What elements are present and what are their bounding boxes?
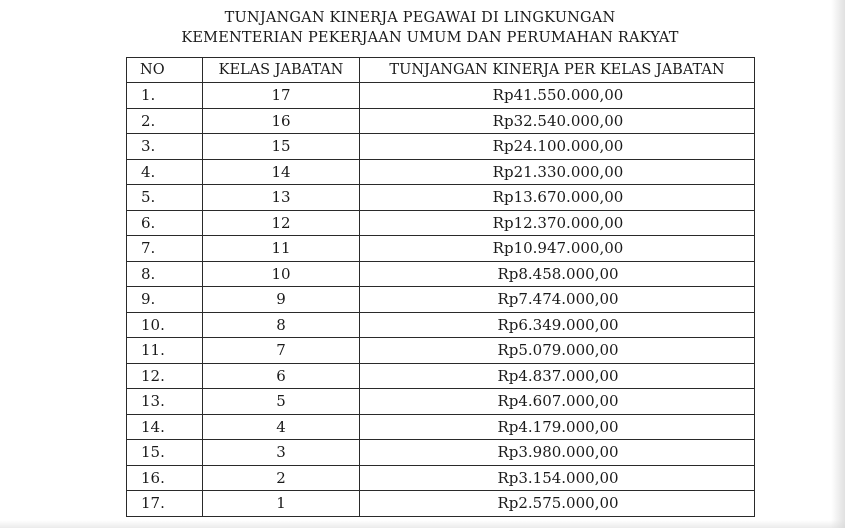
cell-tunjangan: Rp41.550.000,00 xyxy=(360,83,755,109)
table-row xyxy=(127,363,755,389)
cell-tunjangan: Rp8.458.000,00 xyxy=(360,261,755,287)
cell-no: 14. xyxy=(127,414,203,440)
cell-kelas-jabatan: 7 xyxy=(203,338,360,364)
cell-tunjangan: Rp4.837.000,00 xyxy=(360,363,755,389)
table-row xyxy=(127,465,755,491)
document-title-line-2: KEMENTERIAN PEKERJAAN UMUM DAN PERUMAHAN RAKYAT xyxy=(181,30,679,46)
cell-kelas-jabatan: 6 xyxy=(203,363,360,389)
table-row xyxy=(127,83,755,109)
cell-no: 11. xyxy=(127,338,203,364)
cell-tunjangan: Rp2.575.000,00 xyxy=(360,491,755,517)
table-row xyxy=(127,491,755,517)
header-kelas-jabatan: KELAS JABATAN xyxy=(203,58,360,83)
cell-no: 10. xyxy=(127,312,203,338)
table-row xyxy=(127,236,755,262)
cell-kelas-jabatan: 13 xyxy=(203,185,360,211)
table-row xyxy=(127,108,755,134)
cell-kelas-jabatan: 15 xyxy=(203,134,360,160)
cell-tunjangan: Rp6.349.000,00 xyxy=(360,312,755,338)
header-tunjangan-kinerja: TUNJANGAN KINERJA PER KELAS JABATAN xyxy=(360,58,755,83)
cell-no: 7. xyxy=(127,236,203,262)
cell-no: 12. xyxy=(127,363,203,389)
page-edge-shadow-bottom xyxy=(0,520,845,528)
table-row xyxy=(127,414,755,440)
cell-kelas-jabatan: 9 xyxy=(203,287,360,313)
cell-kelas-jabatan: 3 xyxy=(203,440,360,466)
table-row xyxy=(127,338,755,364)
table-row xyxy=(127,287,755,313)
cell-tunjangan: Rp3.980.000,00 xyxy=(360,440,755,466)
cell-no: 6. xyxy=(127,210,203,236)
cell-no: 3. xyxy=(127,134,203,160)
header-no: NO xyxy=(127,58,203,83)
cell-no: 17. xyxy=(127,491,203,517)
cell-tunjangan: Rp21.330.000,00 xyxy=(360,159,755,185)
cell-no: 9. xyxy=(127,287,203,313)
cell-kelas-jabatan: 2 xyxy=(203,465,360,491)
table-row xyxy=(127,440,755,466)
table-header-row xyxy=(127,58,755,83)
table-row xyxy=(127,261,755,287)
cell-kelas-jabatan: 14 xyxy=(203,159,360,185)
cell-no: 16. xyxy=(127,465,203,491)
cell-no: 5. xyxy=(127,185,203,211)
cell-tunjangan: Rp4.607.000,00 xyxy=(360,389,755,415)
cell-kelas-jabatan: 12 xyxy=(203,210,360,236)
table-row xyxy=(127,210,755,236)
cell-no: 4. xyxy=(127,159,203,185)
table-row xyxy=(127,312,755,338)
cell-tunjangan: Rp3.154.000,00 xyxy=(360,465,755,491)
cell-tunjangan: Rp5.079.000,00 xyxy=(360,338,755,364)
cell-tunjangan: Rp7.474.000,00 xyxy=(360,287,755,313)
cell-kelas-jabatan: 4 xyxy=(203,414,360,440)
cell-kelas-jabatan: 10 xyxy=(203,261,360,287)
cell-kelas-jabatan: 11 xyxy=(203,236,360,262)
cell-tunjangan: Rp24.100.000,00 xyxy=(360,134,755,160)
cell-kelas-jabatan: 8 xyxy=(203,312,360,338)
cell-tunjangan: Rp10.947.000,00 xyxy=(360,236,755,262)
cell-kelas-jabatan: 17 xyxy=(203,83,360,109)
cell-no: 1. xyxy=(127,83,203,109)
document-title-line-1: TUNJANGAN KINERJA PEGAWAI DI LINGKUNGAN xyxy=(224,10,616,26)
cell-kelas-jabatan: 16 xyxy=(203,108,360,134)
table-row xyxy=(127,159,755,185)
page-edge-shadow-right xyxy=(831,0,845,528)
table-row xyxy=(127,185,755,211)
cell-kelas-jabatan: 1 xyxy=(203,491,360,517)
cell-no: 13. xyxy=(127,389,203,415)
cell-tunjangan: Rp13.670.000,00 xyxy=(360,185,755,211)
allowance-table xyxy=(126,57,755,517)
cell-no: 8. xyxy=(127,261,203,287)
cell-tunjangan: Rp4.179.000,00 xyxy=(360,414,755,440)
table-row xyxy=(127,389,755,415)
table-body xyxy=(127,83,755,517)
cell-kelas-jabatan: 5 xyxy=(203,389,360,415)
cell-tunjangan: Rp32.540.000,00 xyxy=(360,108,755,134)
cell-tunjangan: Rp12.370.000,00 xyxy=(360,210,755,236)
cell-no: 2. xyxy=(127,108,203,134)
table-row xyxy=(127,134,755,160)
cell-no: 15. xyxy=(127,440,203,466)
